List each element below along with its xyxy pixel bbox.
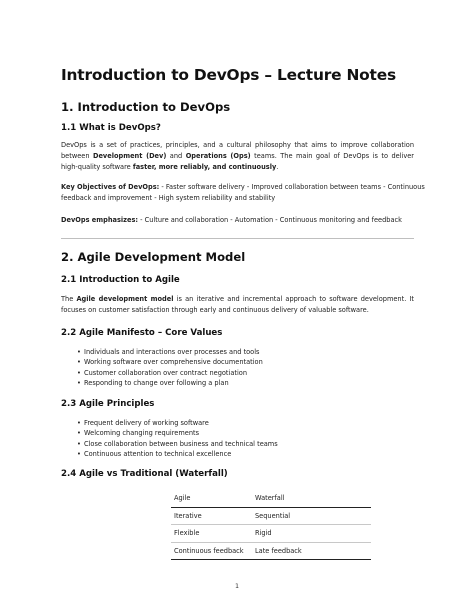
manifesto-values-list xyxy=(77,347,263,389)
section-1-heading: 1. Introduction to DevOps xyxy=(61,100,231,114)
page-number: 1 xyxy=(234,582,240,590)
text-run: and xyxy=(166,152,186,160)
table-cell: Flexible xyxy=(174,529,200,538)
list-item: • Welcoming changing requirements xyxy=(77,428,278,438)
objectives-label: Key Objectives of DevOps: xyxy=(61,183,160,191)
dev-term: Development (Dev) xyxy=(92,152,167,160)
table-cell: Continuous feedback xyxy=(174,546,244,555)
table-header-cell: Waterfall xyxy=(255,494,285,503)
paragraph-line xyxy=(61,294,414,305)
table-header-row xyxy=(171,490,371,507)
list-item: • Responding to change over following a plan xyxy=(77,378,263,388)
table-cell: Iterative xyxy=(174,511,202,520)
text-run: is an iterative and incremental approach to software development. It xyxy=(173,295,414,303)
text-run: The xyxy=(61,295,77,303)
text-run: - Culture and collaboration - Automation - Continuous monitoring and feedback xyxy=(138,216,402,224)
table-row xyxy=(171,507,371,525)
emphasizes-label: DevOps emphasizes: xyxy=(61,216,139,224)
table-row xyxy=(171,525,371,543)
paragraph-line xyxy=(61,305,414,316)
paragraph-line xyxy=(61,215,414,226)
paragraph-line xyxy=(61,162,414,173)
text-run: high-quality software xyxy=(61,163,133,171)
list-item: • Continuous attention to technical excellence xyxy=(77,449,278,459)
subsection-2-3-heading: 2.3 Agile Principles xyxy=(61,399,155,409)
text-run: between xyxy=(61,152,93,160)
paragraph-line xyxy=(61,151,414,162)
text-run: . xyxy=(276,163,279,171)
paragraph-line xyxy=(61,182,425,193)
list-item: • Frequent delivery of working software xyxy=(77,418,278,428)
ops-term: Operations (Ops) xyxy=(185,152,251,160)
subsection-2-1-heading: 2.1 Introduction to Agile xyxy=(61,275,180,285)
table-cell: Late feedback xyxy=(255,546,302,555)
paragraph-line xyxy=(61,193,414,204)
section-2-heading: 2. Agile Development Model xyxy=(61,250,246,264)
agile-principles-list xyxy=(77,418,278,460)
text-run: teams. The main goal of DevOps is to deliver xyxy=(250,152,415,160)
text-run: DevOps is a set of practices, principles, and a cultural philosophy that aims to improve collaboration xyxy=(61,141,414,149)
table-cell: Rigid xyxy=(255,529,272,538)
subsection-1-1-heading: 1.1 What is DevOps? xyxy=(61,123,161,133)
agile-term: Agile development model xyxy=(76,295,174,303)
list-item: • Close collaboration between business and technical teams xyxy=(77,439,278,449)
key-objectives-paragraph xyxy=(61,182,425,204)
list-item: • Customer collaboration over contract negotiation xyxy=(77,368,263,378)
document-title: Introduction to DevOps – Lecture Notes xyxy=(61,66,396,84)
section-divider xyxy=(61,238,414,239)
devops-definition-paragraph xyxy=(61,140,414,173)
agile-vs-waterfall-table xyxy=(171,490,371,560)
table-cell: Sequential xyxy=(255,511,291,520)
text-run: feedback and improvement - High system reliability and stability xyxy=(61,194,276,202)
table-row xyxy=(171,542,371,560)
paragraph-line xyxy=(61,140,414,151)
list-item: • Working software over comprehensive documentation xyxy=(77,357,263,367)
subsection-2-4-heading: 2.4 Agile vs Traditional (Waterfall) xyxy=(61,469,228,479)
subsection-2-2-heading: 2.2 Agile Manifesto – Core Values xyxy=(61,328,223,338)
text-run: - Faster software delivery - Improved collaboration between teams - Continuous xyxy=(159,183,425,191)
table-header-cell: Agile xyxy=(174,494,191,503)
devops-emphasizes-paragraph xyxy=(61,215,414,226)
goal-emphasis: faster, more reliably, and continuously xyxy=(132,163,277,171)
agile-intro-paragraph xyxy=(61,294,414,316)
text-run: focuses on customer satisfaction through early and continuous delivery of valuable software. xyxy=(61,306,369,314)
list-item: • Individuals and interactions over processes and tools xyxy=(77,347,263,357)
